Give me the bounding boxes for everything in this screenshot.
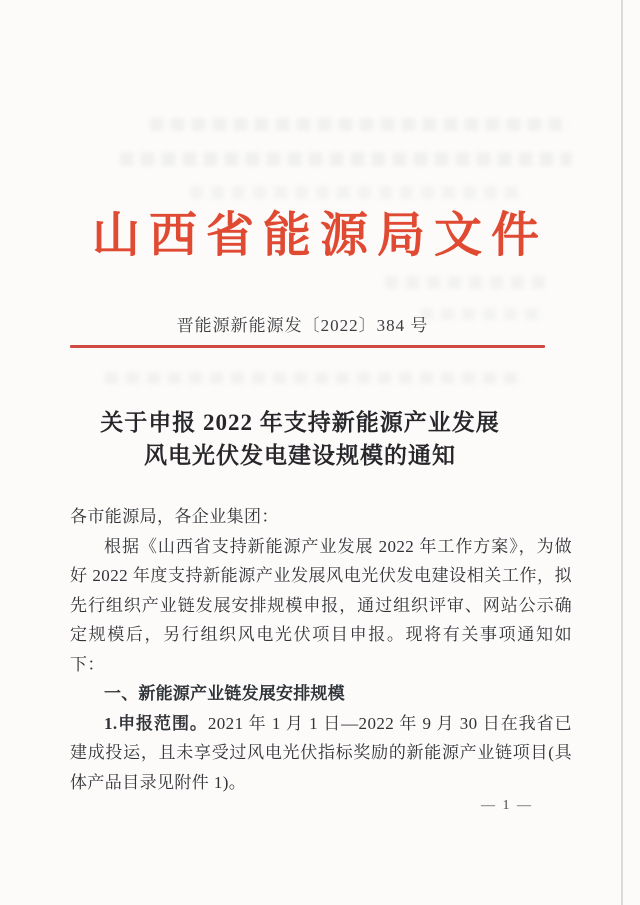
item-1-paragraph (70, 709, 572, 798)
scan-edge-line (621, 0, 623, 905)
document-title-line1: 关于申报 2022 年支持新能源产业发展 (100, 410, 500, 435)
page-number: — 1 — (481, 798, 533, 813)
bleed-through-smudge (150, 118, 570, 131)
section-1-heading: 一、新能源产业链发展安排规模 (104, 684, 345, 703)
item-1-label: 1.申报范围。 (104, 713, 208, 733)
item-1-text: 2021 年 1 月 1 日—2022 年 9 月 30 日在我省已建成投运，且未享受过风电光伏指标奖励的新能源产业链项目(具体产品目录见附件 1)。 (70, 713, 572, 792)
agency-letterhead-title: 山西省能源局文件 (91, 209, 548, 262)
red-divider-line (70, 345, 545, 348)
bleed-through-smudge (105, 372, 525, 384)
document-title-line2: 风电光伏发电建设规模的通知 (144, 443, 456, 468)
bleed-through-smudge (120, 152, 572, 166)
paragraph-1: 根据《山西省支持新能源产业发展 2022 年工作方案》，为做好 2022 年度支持新能源产业发展风电光伏发电建设相关工作，拟先行组织产业链发展安排规模申报，通过组织评审、网站公示确定规模后，另行组织风电光伏项目申报。现将有关事项通知如下： (70, 536, 572, 674)
bleed-through-smudge (385, 276, 545, 289)
document-body (70, 502, 572, 797)
document-reference-number: 晋能源新能源发〔2022〕384 号 (176, 316, 429, 335)
salutation: 各市能源局，各企业集团： (70, 507, 279, 526)
document-title (0, 406, 600, 472)
